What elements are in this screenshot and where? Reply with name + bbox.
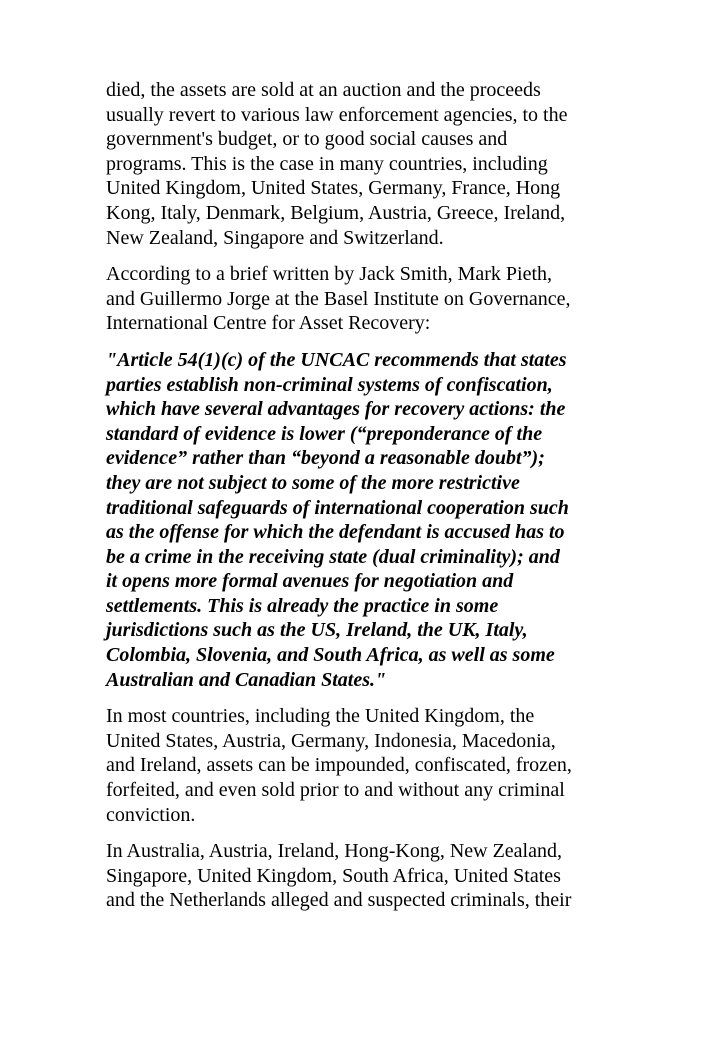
paragraph-countries-impound [106,704,622,827]
quote-line: as the offense for which the defendant is accused has to [106,521,565,544]
paragraph-alleged-criminals [106,839,622,913]
text-line: In Australia, Austria, Ireland, Hong-Kong, New Zealand, [106,840,562,863]
quote-line: Colombia, Slovenia, and South Africa, as well as some [106,644,555,667]
text-line: and Guillermo Jorge at the Basel Institute on Governance, [106,287,571,310]
text-line: government's budget, or to good social causes and [106,128,508,151]
text-line: conviction. [106,803,196,826]
quote-line: be a crime in the receiving state (dual criminality); and [106,545,560,568]
document-page [106,78,622,925]
text-line: Kong, Italy, Denmark, Belgium, Austria, Greece, Ireland, [106,201,566,224]
text-line: and the Netherlands alleged and suspected criminals, their [106,889,572,912]
quote-line: settlements. This is already the practice in some [106,594,499,617]
text-line: In most countries, including the United Kingdom, the [106,705,535,728]
quote-line: it opens more formal avenues for negotiation and [106,570,514,593]
quote-line: jurisdictions such as the US, Ireland, the UK, Italy, [106,619,528,642]
text-line: Singapore, United Kingdom, South Africa, United States [106,864,561,887]
text-line: died, the assets are sold at an auction and the proceeds [106,79,541,101]
text-line: New Zealand, Singapore and Switzerland. [106,226,444,249]
text-line: United States, Austria, Germany, Indonesia, Macedonia, [106,729,556,752]
text-line: forfeited, and even sold prior to and without any criminal [106,779,565,802]
block-quote-uncac [106,348,622,692]
paragraph-brief-intro [106,262,622,336]
quote-line: "Article 54(1)(c) of the UNCAC recommends that states [106,348,567,371]
text-line: United Kingdom, United States, Germany, France, Hong [106,177,561,200]
text-line: programs. This is the case in many countries, including [106,152,548,175]
quote-line: they are not subject to some of the more restrictive [106,471,520,494]
text-line: usually revert to various law enforcement agencies, to the [106,103,568,126]
quote-line: evidence” rather than “beyond a reasonable doubt”); [106,447,545,470]
text-line: According to a brief written by Jack Smith, Mark Pieth, [106,263,553,286]
paragraph-asset-auction [106,78,622,250]
quote-line: traditional safeguards of international cooperation such [106,496,569,519]
quote-line: Australian and Canadian States." [106,668,387,691]
text-line: International Centre for Asset Recovery: [106,312,431,335]
quote-line: which have several advantages for recovery actions: the [106,398,566,421]
text-line: and Ireland, assets can be impounded, confiscated, frozen, [106,754,572,777]
quote-line: standard of evidence is lower (“preponderance of the [106,422,543,445]
quote-line: parties establish non-criminal systems of confiscation, [106,373,553,396]
